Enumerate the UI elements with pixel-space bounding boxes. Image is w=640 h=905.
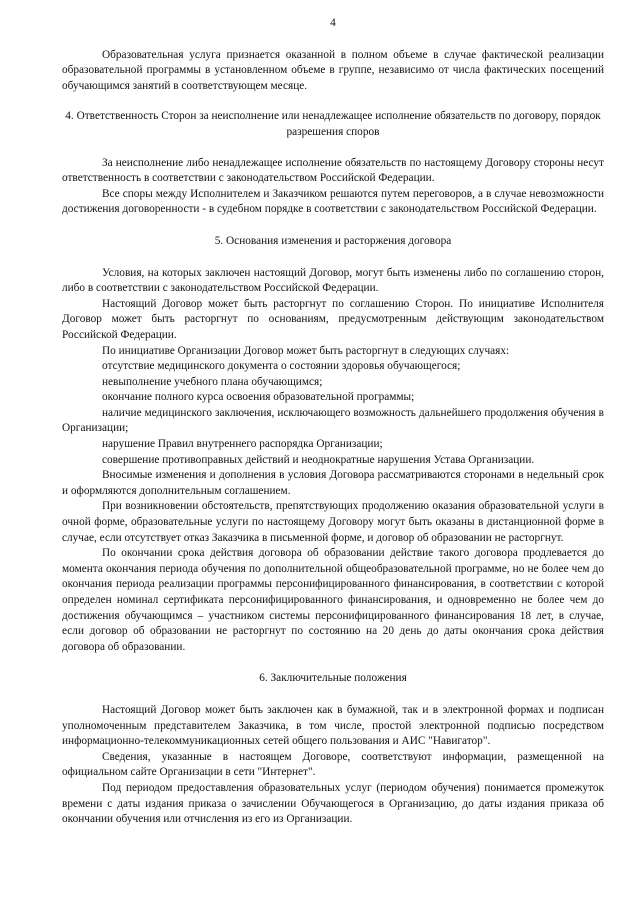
section-4-heading: 4. Ответственность Сторон за неисполнение или ненадлежащее исполнение обязательств по договору, порядок разрешения споров xyxy=(65,110,601,138)
section-6-heading: 6. Заключительные положения xyxy=(259,672,407,685)
section-5-paragraph-1: Условия, на которых заключен настоящий Договор, могут быть изменены либо по соглашению сторон, либо в соответствии с законодательством Российской Федерации. xyxy=(62,266,604,295)
termination-case: наличие медицинского заключения, исключающего возможность дальнейшего продолжения обучения в Организации; xyxy=(62,406,604,435)
termination-case: отсутствие медицинского документа о состоянии здоровья обучающегося; xyxy=(102,360,461,373)
section-6-paragraph-3: Под периодом предоставления образовательных услуг (периодом обучения) понимается промежуток времени с даты издания приказа о зачислении Обучающегося в Организацию, до даты издания приказа об окончании обучения или отчисления из его из Организации. xyxy=(62,781,604,826)
section-5-heading: 5. Основания изменения и расторжения договора xyxy=(214,234,452,247)
intro-paragraph: Образовательная услуга признается оказанной в полном объеме в случае фактической реализации образовательной программы в установленном объеме в группе, независимо от числа фактических посещений обучающимся занятий в соответствующем месяце. xyxy=(62,48,604,92)
page-number: 4 xyxy=(330,17,336,29)
termination-case: совершение противоправных действий и неоднократные нарушения Устава Организации. xyxy=(102,453,535,466)
termination-case: нарушение Правил внутреннего распорядка Организации; xyxy=(102,438,383,451)
section-6-paragraph-1: Настоящий Договор может быть заключен как в бумажной, так и в электронной формах и подписан уполномоченным представителем Заказчика, в том числе, простой электронной подписью посредством информационно-телекоммуникационных сетей общего пользования и АИС "Навигатор". xyxy=(62,703,604,748)
section-5-paragraph-2: Настоящий Договор может быть расторгнут по соглашению Сторон. По инициативе Исполнителя Договор может быть расторгнут по основаниям, предусмотренным действующим законодательством Российской Федерации. xyxy=(62,297,604,341)
termination-case: окончание полного курса освоения образовательной программы; xyxy=(102,391,415,404)
section-6-paragraph-2: Сведения, указанные в настоящем Договоре, соответствуют информации, размещенной на официальном сайте Организации в сети "Интернет". xyxy=(62,750,604,779)
section-4-paragraph-1: За неисполнение либо ненадлежащее исполнение обязательств по настоящему Договору стороны несут ответственность в соответствии с законодательством Российской Федерации. xyxy=(62,156,604,185)
termination-case: невыполнение учебного плана обучающимся; xyxy=(102,375,323,388)
section-4-paragraph-2: Все споры между Исполнителем и Заказчиком решаются путем переговоров, а в случае невозможности достижения договоренности - в судебном порядке в соответствии с законодательством Российской Федерации. xyxy=(62,187,604,216)
section-5-paragraph-6: По окончании срока действия договора об образовании действие такого договора продлевается до момента окончания периода обучения по дополнительной общеобразовательной программе, но не более чем до окончания периода реализации программы персонифицированного финансирования, в соответствии с которой определен номинал сертификата персонифицированного финансирования, и одновременно не более чем до достижения обучающимся – участником системы персонифицированного финансирования 18 лет, в случае, если договор об образовании не расторгнут по состоянию на 20 день до даты окончания срока действия договора об образовании. xyxy=(62,547,604,653)
section-5-paragraph-3: По инициативе Организации Договор может быть расторгнут в следующих случаях: xyxy=(102,344,510,357)
section-5-paragraph-5: При возникновении обстоятельств, препятствующих продолжению оказания образовательной услуги в очной форме, образовательные услуги по настоящему Договору могут быть оказаны в дистанционной форме в случае, если отсутствует отказ Заказчика в письменной форме, и договор об образовании не расторгнут. xyxy=(62,500,604,544)
section-5-paragraph-4: Вносимые изменения и дополнения в условия Договора рассматриваются сторонами в недельный срок и оформляются дополнительным соглашением. xyxy=(62,469,604,497)
